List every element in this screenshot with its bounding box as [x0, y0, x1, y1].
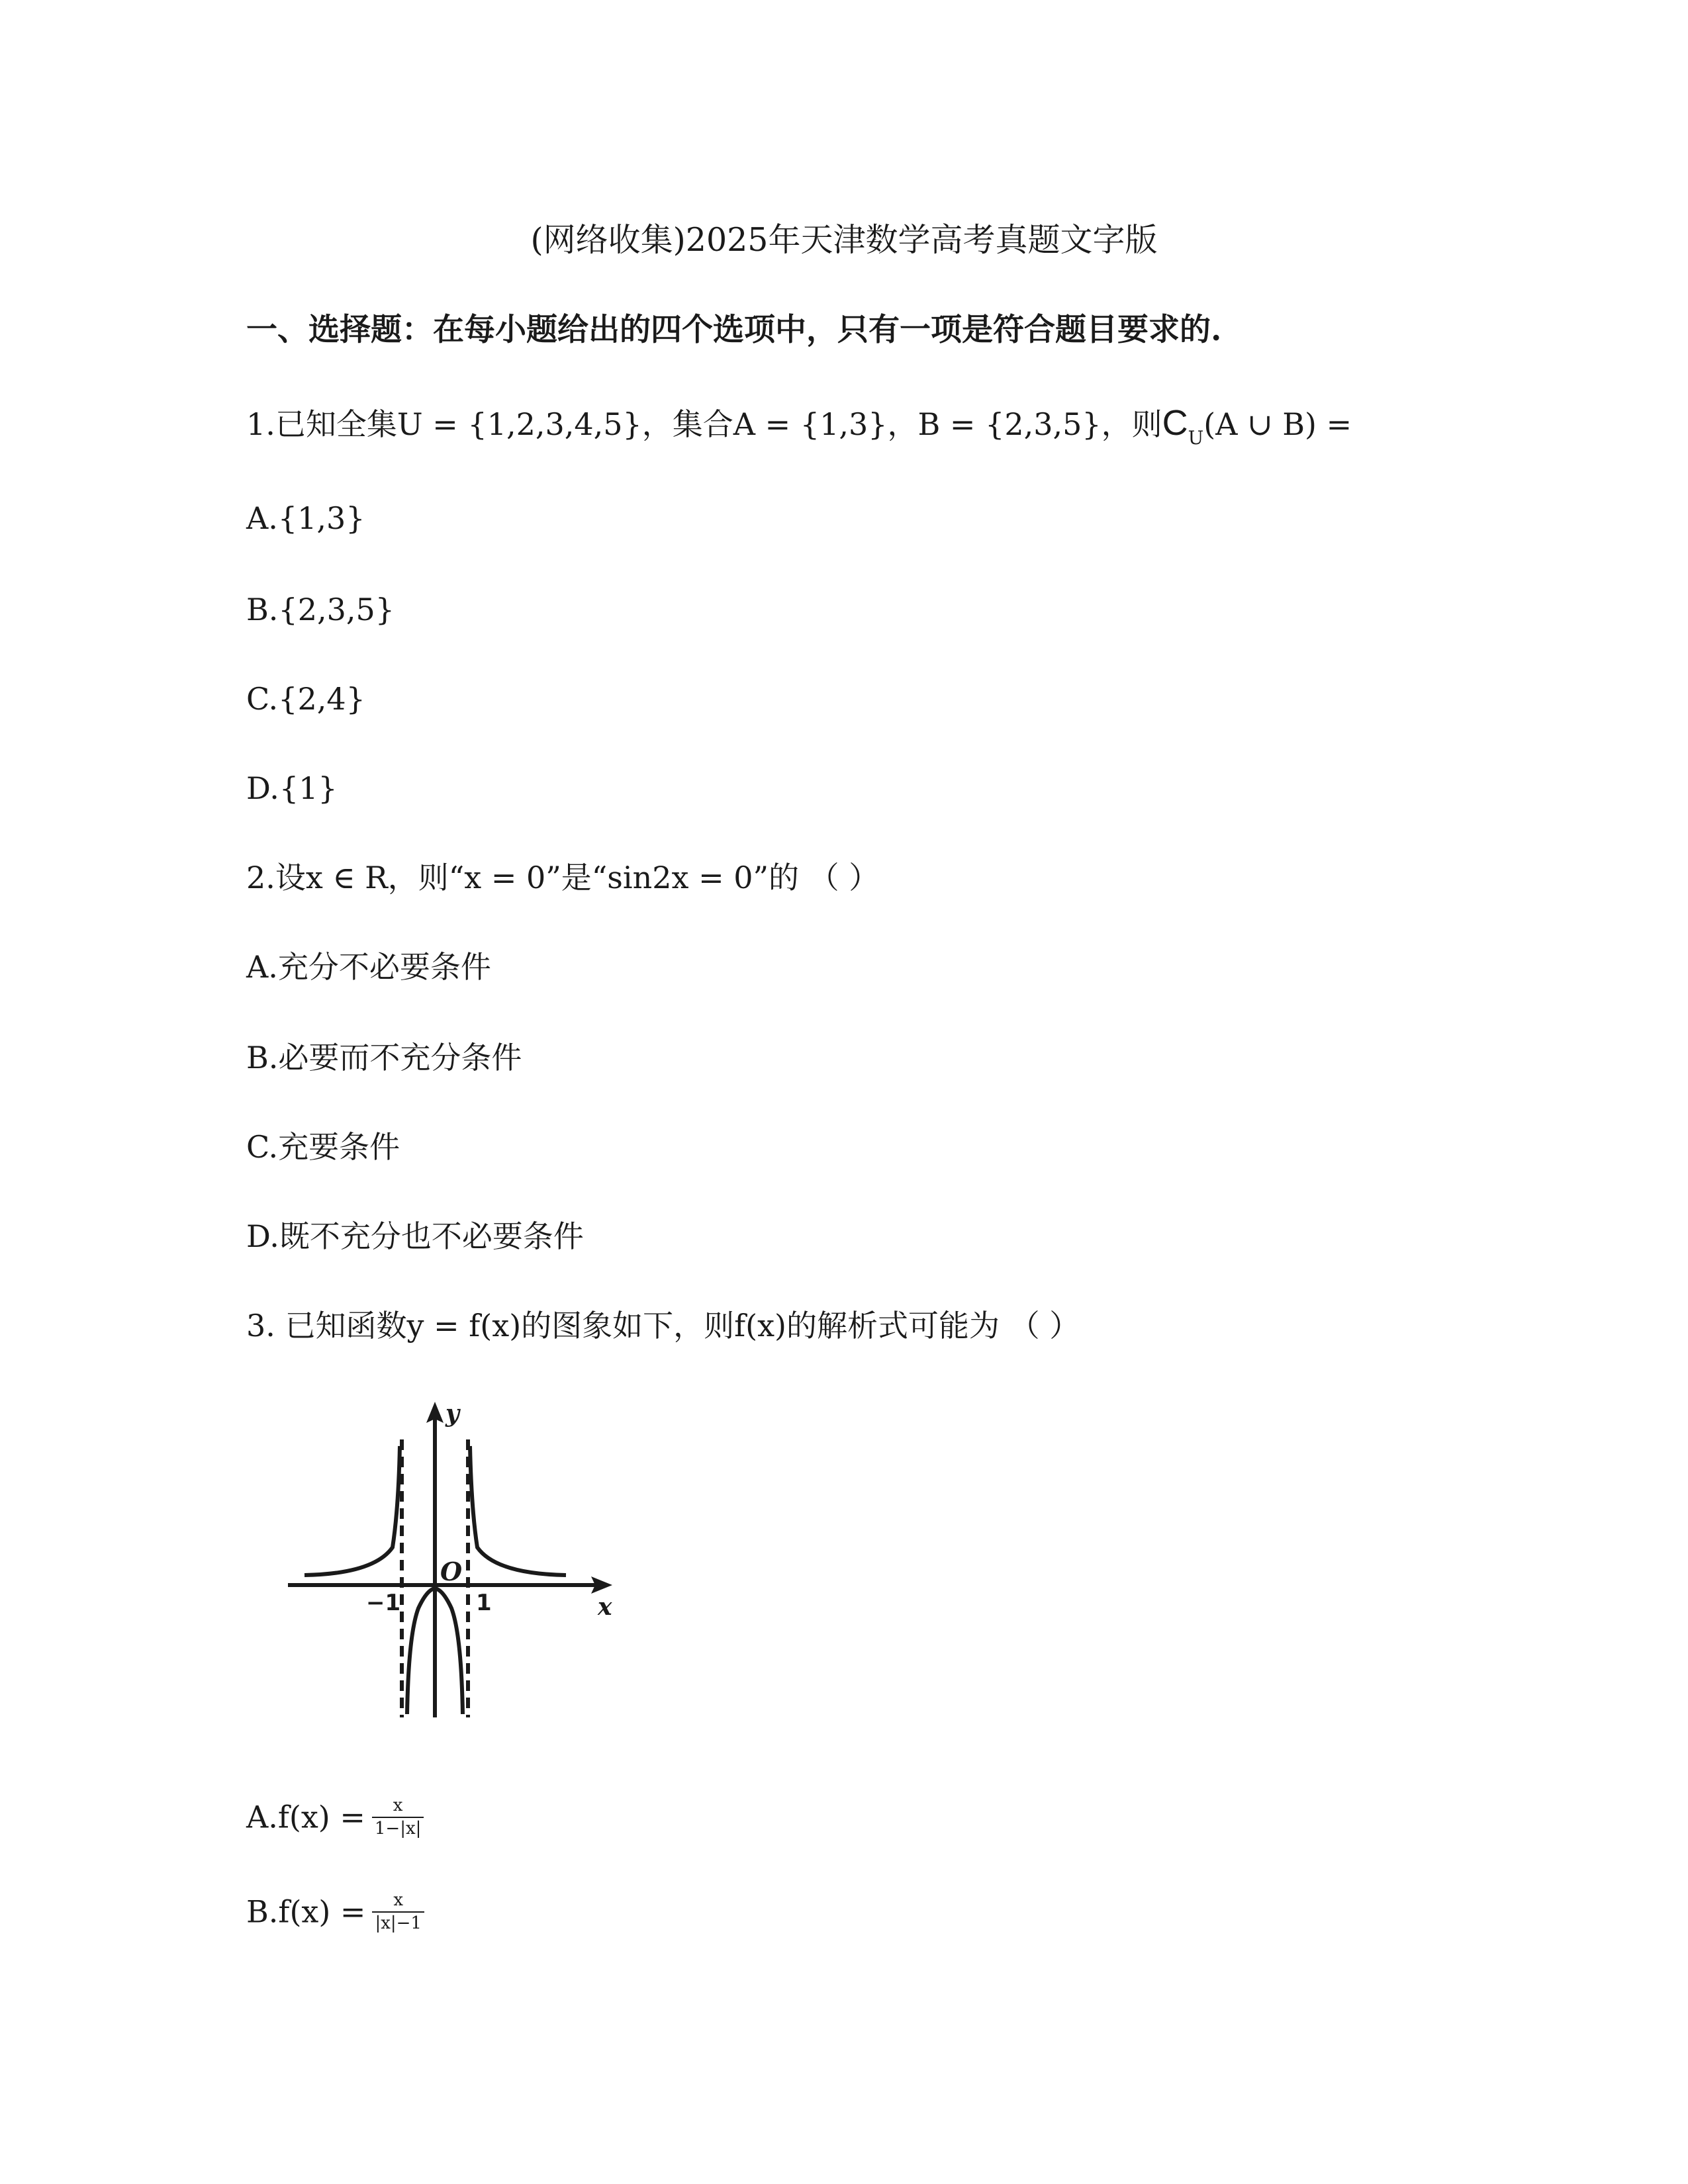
option-b-numerator: x [372, 1889, 424, 1913]
option-a-denominator: 1−|x| [374, 1818, 422, 1839]
option-a-numerator: x [372, 1795, 424, 1818]
y-axis-label: y [445, 1400, 459, 1428]
option-b-fraction [372, 1889, 424, 1934]
question-2-option-d: D.既不充分也不必要条件 [246, 1218, 584, 1254]
option-b-denominator: |x|−1 [375, 1913, 422, 1933]
question-2-option-c: C.充要条件 [246, 1129, 400, 1165]
curve-right-branch [470, 1446, 566, 1575]
question-2-option-b: B.必要而不充分条件 [246, 1040, 522, 1075]
question-1-option-b: B.{2,3,5} [246, 592, 395, 627]
page-title: (网络收集)2025年天津数学高考真题文字版 [530, 221, 1158, 259]
tick-label-neg-one: −1 [366, 1590, 401, 1616]
section-heading: 一、选择题：在每小题给出的四个选项中，只有一项是符合题目要求的. [246, 312, 1222, 348]
complement-subscript: U [1188, 427, 1204, 449]
option-a-prefix: A.f(x) = [246, 1799, 365, 1835]
question-2-stem: 2.设x ∈ R，则“x = 0”是“sin2x = 0”的 （ ） [246, 860, 880, 895]
question-1-option-a: A.{1,3} [246, 500, 365, 536]
question-3-stem: 3. 已知函数y = f(x)的图象如下，则f(x)的解析式可能为 （ ） [246, 1308, 1080, 1343]
complement-symbol: C [1162, 403, 1188, 443]
question-1-option-c: C.{2,4} [246, 681, 365, 717]
question-1-stem [246, 403, 1352, 449]
question-3-option-a [246, 1795, 424, 1839]
question-2-option-a: A.充分不必要条件 [246, 949, 491, 985]
question-1-stem-part1: 1.已知全集U = {1,2,3,4,5}，集合A = {1,3}，B = {2,3,5}，则 [246, 406, 1162, 442]
origin-label: O [440, 1557, 463, 1586]
option-a-fraction [372, 1795, 424, 1839]
question-1-option-d: D.{1} [246, 770, 338, 806]
x-axis-label: x [598, 1593, 612, 1621]
curve-left-branch [305, 1446, 400, 1575]
option-b-prefix: B.f(x) = [246, 1893, 366, 1930]
tick-label-pos-one: 1 [476, 1590, 492, 1616]
question-1-stem-part2: (A ∪ B) = [1203, 406, 1352, 442]
function-graph [281, 1396, 619, 1727]
question-3-option-b [246, 1889, 424, 1934]
